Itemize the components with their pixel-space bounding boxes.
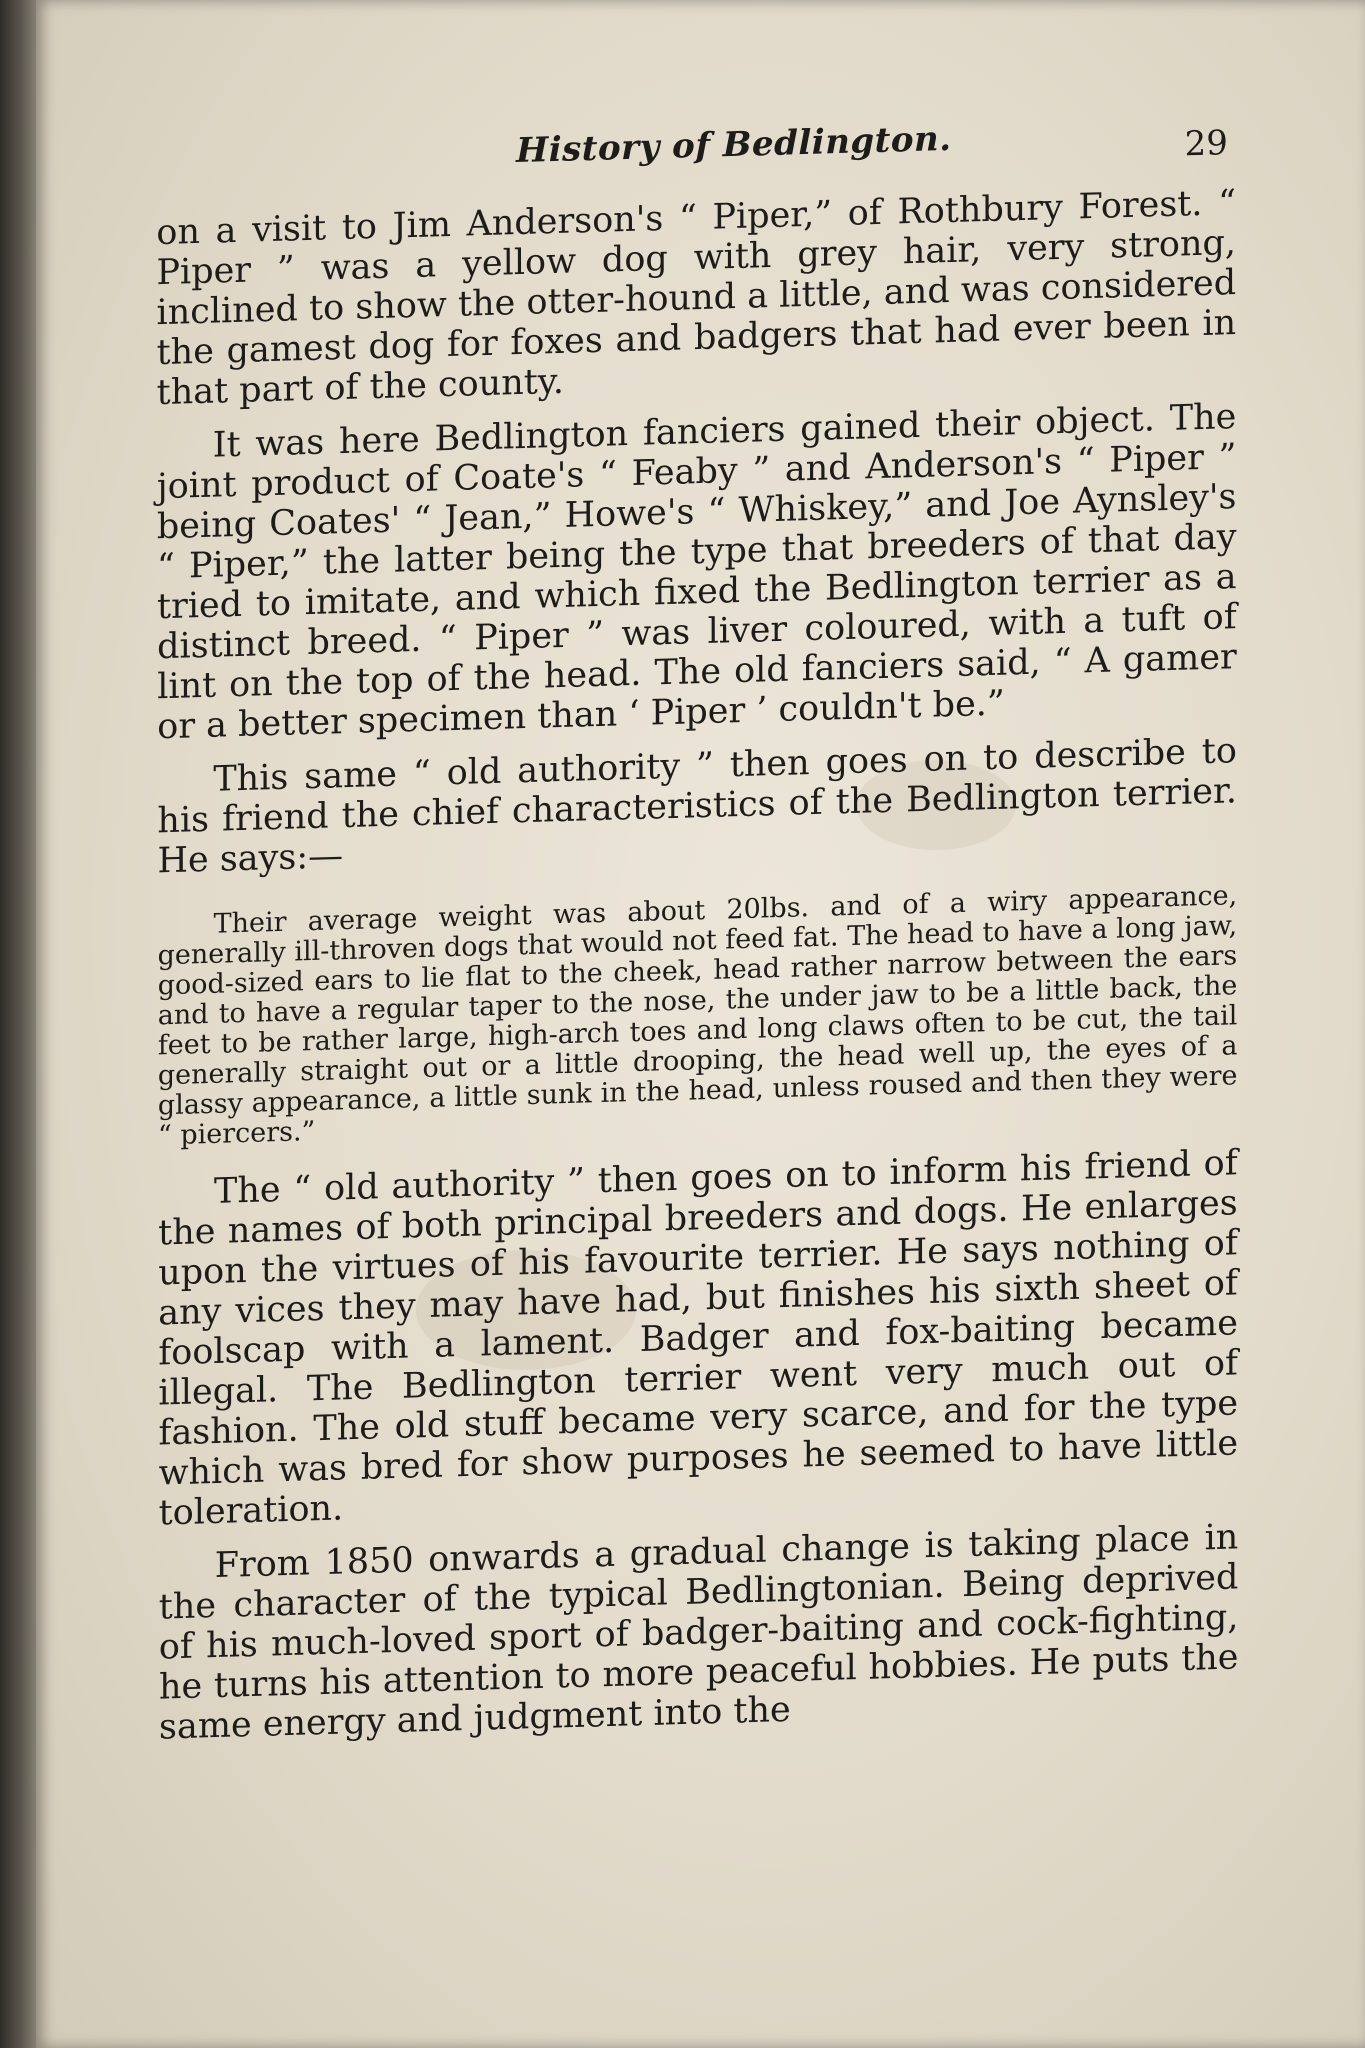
page-number: 29: [1184, 123, 1228, 165]
block-quote: Their average weight was about 20lbs. and of a wiry appearance, generally ill-throven dogs that would not feed fat. The head to have a long jaw, good-sized ears to lie flat to the cheek, head rather narrow between the ears and to have a regular taper to the nose, the under jaw to be a little back, the feet to be rather large, high-arch toes and long claws often to be cut, the tail generally straight out or a little drooping, the head well up, the eyes of a glassy appearance, a little sunk in the head, unless roused and then they were “ piercers.”: [157, 880, 1238, 1152]
book-spine: [0, 0, 38, 2048]
running-title: History of Bedlington.: [516, 118, 952, 172]
paragraph: on a visit to Jim Anderson's “ Piper,” of Rothbury Forest. “ Piper ” was a yellow dog with grey hair, very strong, inclined to show the otter-hound a little, and was considered the gamest dog for foxes and badgers that had ever been in that part of the county.: [156, 182, 1237, 414]
paragraph: From 1850 onwards a gradual change is taking place in the character of the typical Bedlingtonian. Being deprived of his much-loved sport of badger-baiting and cock-fighting, he turns his attention to more peaceful hobbies. He puts the same energy and judgment into the: [158, 1517, 1239, 1748]
paragraph: This same “ old authority ” then goes on to describe to his friend the chief characteristics of the Bedlington terrier. He says:—: [157, 731, 1238, 882]
text-block: [156, 105, 1238, 1762]
book-page: [36, 0, 1365, 2048]
paragraph: It was here Bedlington fanciers gained their object. The joint product of Coate's “ Feaby ” and Anderson's “ Piper ” being Coates' “ Jean,” Howe's “ Whiskey,” and Joe Aynsley's “ Piper,” the latter being the type that breeders of that day tried to imitate, and which fixed the Bedlington terrier as a distinct breed. “ Piper ” was liver coloured, with a tuft of lint on the top of the head. The old fanciers said, “ A gamer or a better specimen than ‘ Piper ’ couldn't be.”: [156, 397, 1237, 748]
paragraph: The “ old authority ” then goes on to inform his friend of the names of both principal breeders and dogs. He enlarges upon the virtues of his favourite terrier. He says nothing of any vices they may have had, but finishes his sixth sheet of foolscap with a lament. Badger and fox-baiting became illegal. The Bedlington terrier went very much out of fashion. The old stuff became very scarce, and for the type which was bred for show purposes he seemed to have little toleration.: [158, 1143, 1239, 1534]
